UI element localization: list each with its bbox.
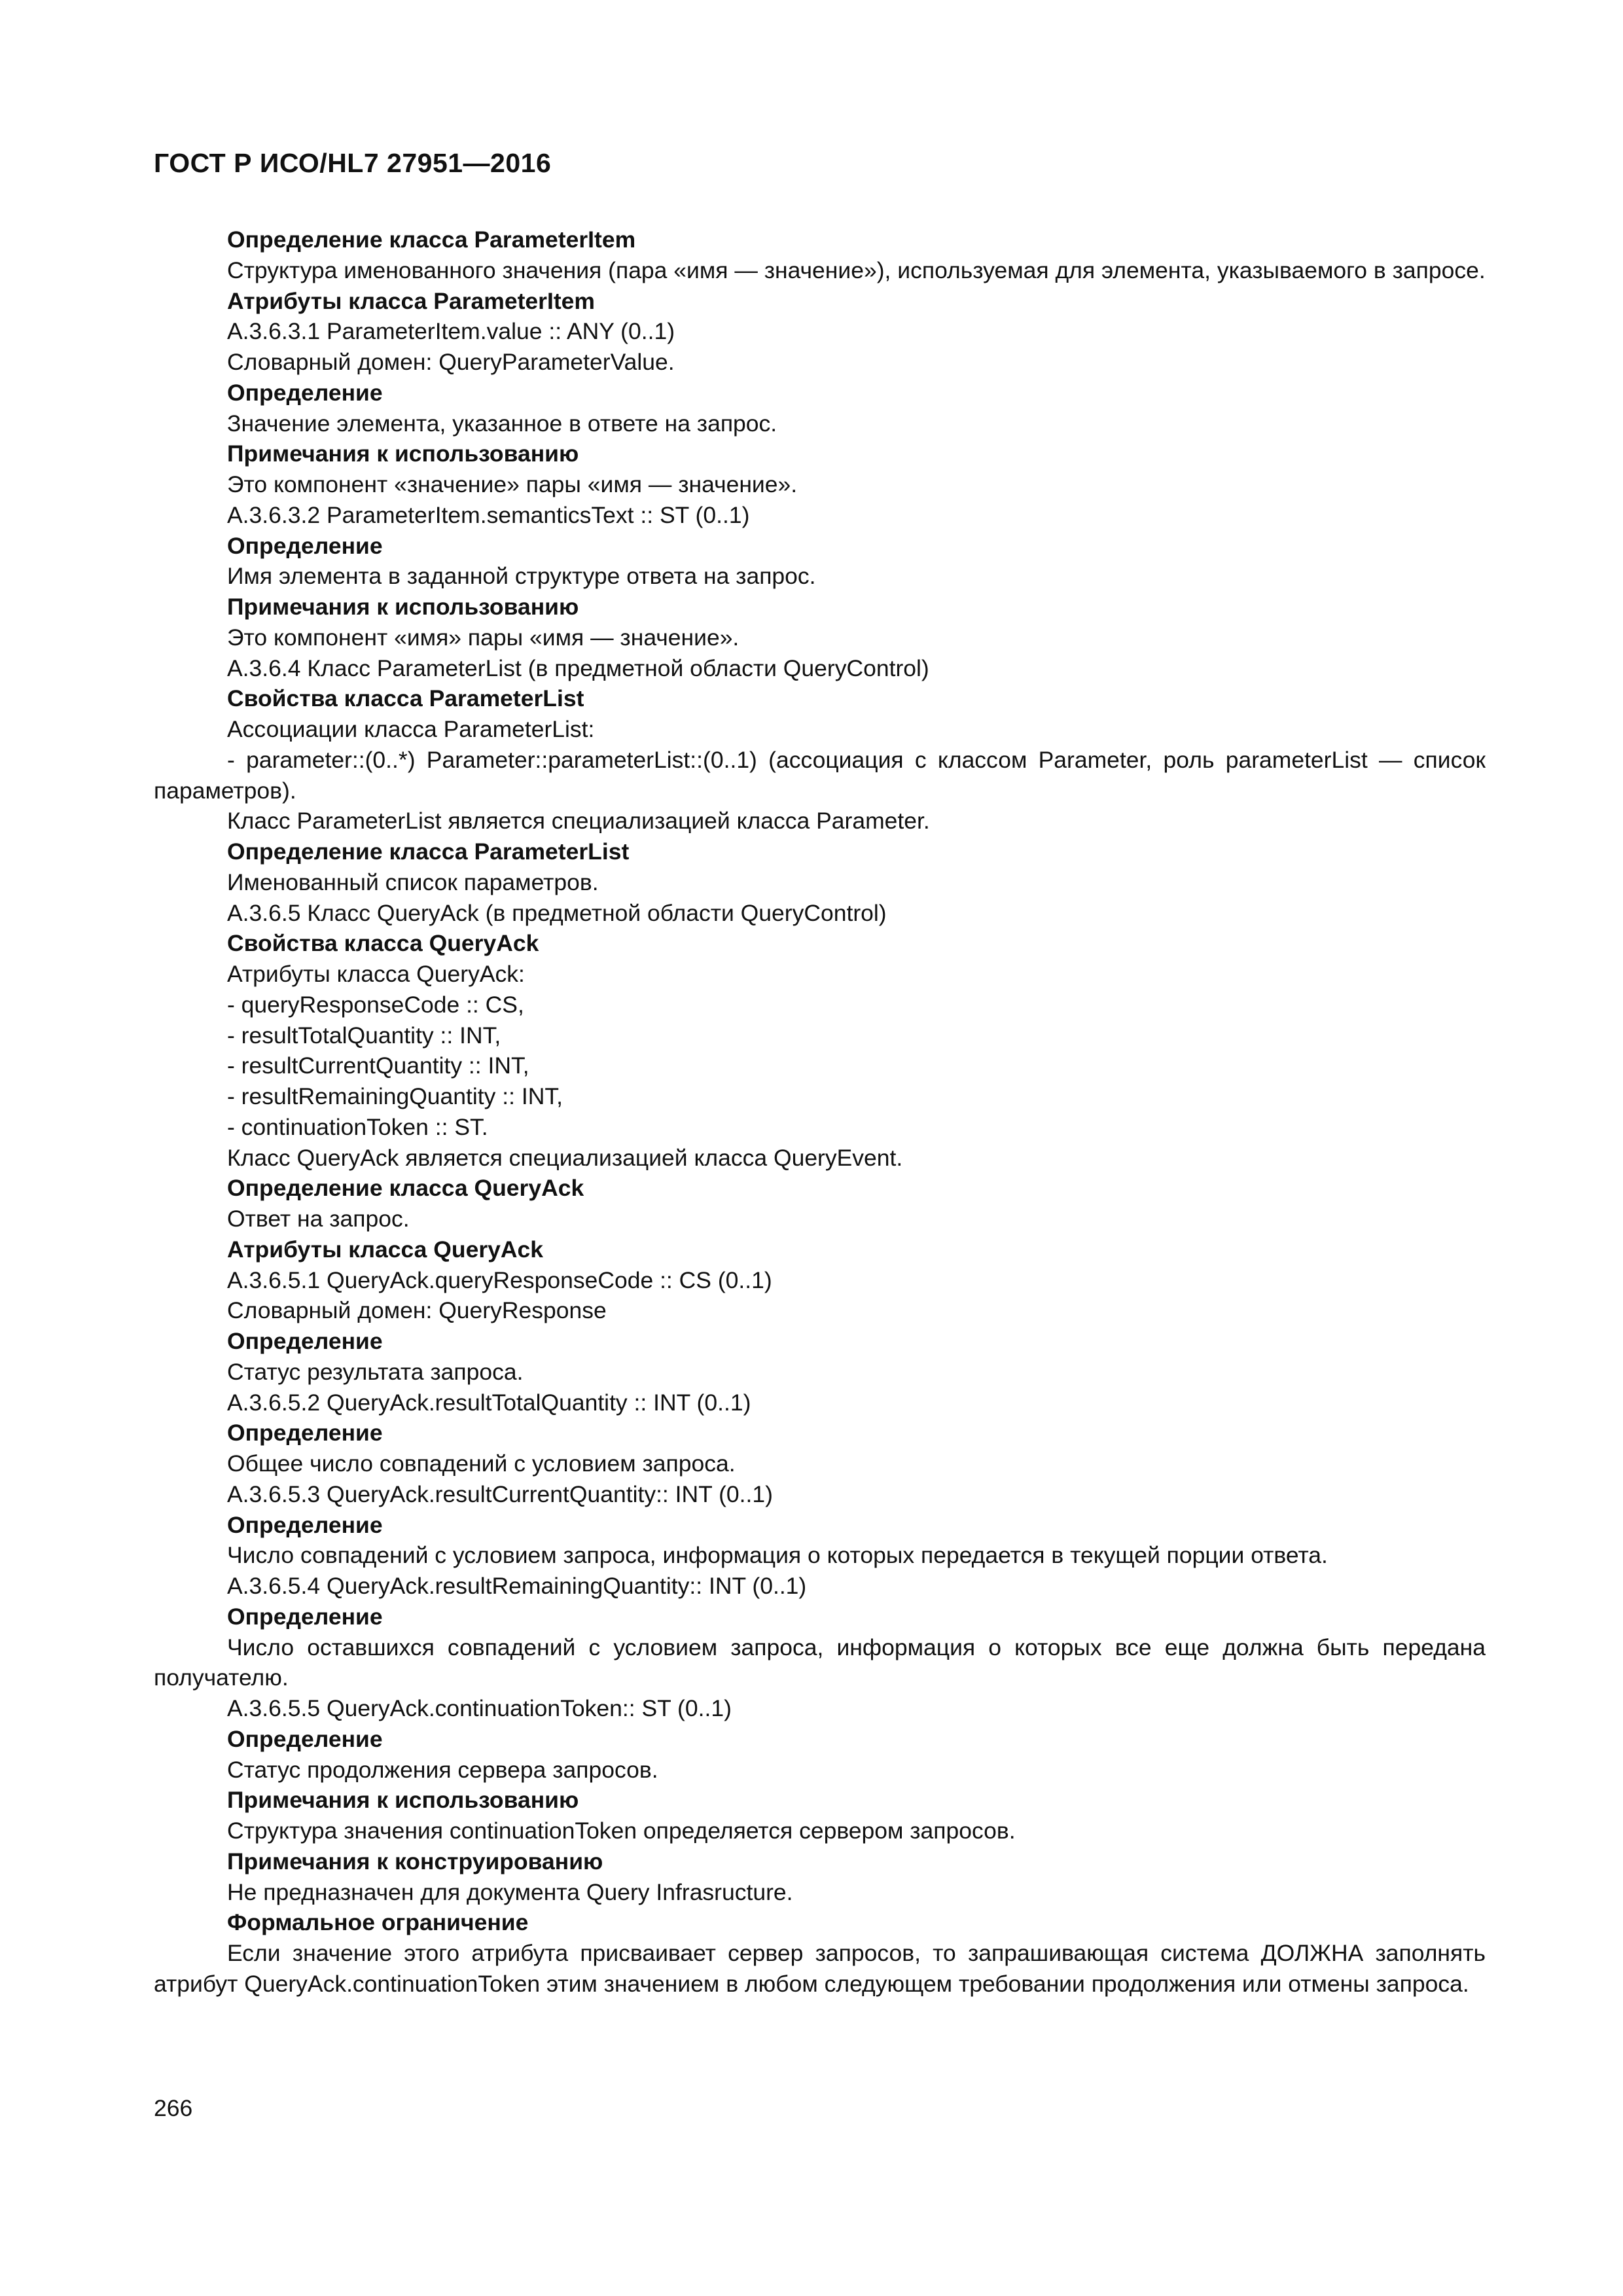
body-text-line: Статус результата запроса. — [227, 1358, 524, 1385]
body-text-line: A.3.6.3.1 ParameterItem.value :: ANY (0..1) — [227, 318, 675, 345]
body-text-line: Это компонент «значение» пары «имя — значение». — [227, 471, 798, 497]
body-text-line: A.3.6.4 Класс ParameterList (в предметной области QueryControl) — [227, 655, 929, 681]
section-heading: Формальное ограничение — [227, 1909, 529, 1936]
section-heading: Атрибуты класса ParameterItem — [227, 287, 595, 314]
section-heading: Свойства класса QueryAck — [227, 930, 539, 957]
body-text-line: Ответ на запрос. — [227, 1206, 410, 1232]
body-text-line: - parameter::(0..*) Parameter::parameterList::(0..1) (ассоциация с классом Parameter, роль parameterList — список параметров). — [154, 746, 1486, 804]
body-text-line: Имя элемента в заданной структуре ответа на запрос. — [227, 563, 816, 590]
body-text-line: Значение элемента, указанное в ответе на запрос. — [227, 410, 777, 437]
body-text-line: - resultRemainingQuantity :: INT, — [227, 1083, 563, 1109]
body-text-line: Класс QueryAck является специализацией класса QueryEvent. — [227, 1144, 903, 1171]
section-heading: Определение класса QueryAck — [227, 1175, 584, 1202]
section-heading: Определение — [227, 1603, 383, 1630]
section-heading: Примечания к использованию — [227, 1787, 579, 1814]
body-text-line: - resultCurrentQuantity :: INT, — [227, 1052, 529, 1079]
body-text-line: - resultTotalQuantity :: INT, — [227, 1022, 501, 1049]
body-text-line: Это компонент «имя» пары «имя — значение». — [227, 624, 740, 651]
body-text-line: Общее число совпадений с условием запроса. — [227, 1450, 736, 1477]
body-text-line: Число совпадений с условием запроса, информация о которых передается в текущей порции ответа. — [227, 1542, 1328, 1569]
body-text-line: A.3.6.3.2 ParameterItem.semanticsText :: ST (0..1) — [227, 501, 750, 528]
body-text-line: Число оставшихся совпадений с условием запроса, информация о которых все еще должна быть передана получателю. — [154, 1634, 1486, 1691]
body-text-line: Ассоциации класса ParameterList: — [227, 716, 595, 742]
body-text-line: A.3.6.5.5 QueryAck.continuationToken:: ST (0..1) — [227, 1695, 732, 1721]
document-body — [154, 224, 1486, 2000]
section-heading: Свойства класса ParameterList — [227, 685, 584, 712]
body-text-line: Класс ParameterList является специализацией класса Parameter. — [227, 808, 930, 834]
body-text-line: Структура значения continuationToken определяется сервером запросов. — [227, 1818, 1016, 1844]
body-text-line: A.3.6.5 Класс QueryAck (в предметной области QueryControl) — [227, 899, 887, 926]
section-heading: Определение класса ParameterItem — [227, 226, 636, 253]
section-heading: Определение — [227, 1328, 383, 1354]
body-text-line: A.3.6.5.2 QueryAck.resultTotalQuantity :: INT (0..1) — [227, 1389, 751, 1416]
section-heading: Определение — [227, 1420, 383, 1446]
section-heading: Примечания к использованию — [227, 594, 579, 620]
body-text-line: Если значение этого атрибута присваивает сервер запросов, то запрашивающая система ДОЛЖНА заполнять атрибут QueryAck.continuationToken этим значением в любом следующем требовании продолжения или отмены запроса. — [154, 1940, 1486, 1997]
section-heading: Определение — [227, 532, 383, 559]
section-heading: Определение — [227, 379, 383, 406]
page-number: 266 — [154, 2095, 193, 2121]
body-text-line: Атрибуты класса QueryAck: — [227, 961, 525, 987]
section-heading: Определение — [227, 1725, 383, 1752]
section-heading: Определение — [227, 1511, 383, 1538]
body-text-line: Словарный домен: QueryResponse — [227, 1297, 607, 1324]
body-text-line: Не предназначен для документа Query Infrasructure. — [227, 1878, 793, 1905]
section-heading: Определение класса ParameterList — [227, 838, 630, 865]
section-heading: Атрибуты класса QueryAck — [227, 1236, 544, 1263]
body-text-line: Именованный список параметров. — [227, 869, 599, 895]
body-text-line: A.3.6.5.4 QueryAck.resultRemainingQuantity:: INT (0..1) — [227, 1573, 807, 1599]
section-heading: Примечания к использованию — [227, 440, 579, 467]
document-standard-header: ГОСТ Р ИСО/HL7 27951—2016 — [154, 148, 552, 178]
body-text-line: Словарный домен: QueryParameterValue. — [227, 349, 675, 375]
body-text-line: - continuationToken :: ST. — [227, 1113, 488, 1140]
section-heading: Примечания к конструированию — [227, 1848, 603, 1874]
body-text-line: Статус продолжения сервера запросов. — [227, 1756, 658, 1783]
body-text-line: - queryResponseCode :: CS, — [227, 991, 524, 1018]
body-text-line: Структура именованного значения (пара «имя — значение»), используемая для элемента, указываемого в запросе. — [227, 257, 1486, 283]
body-text-line: A.3.6.5.1 QueryAck.queryResponseCode :: CS (0..1) — [227, 1266, 772, 1293]
body-text-line: A.3.6.5.3 QueryAck.resultCurrentQuantity:: INT (0..1) — [227, 1480, 773, 1507]
